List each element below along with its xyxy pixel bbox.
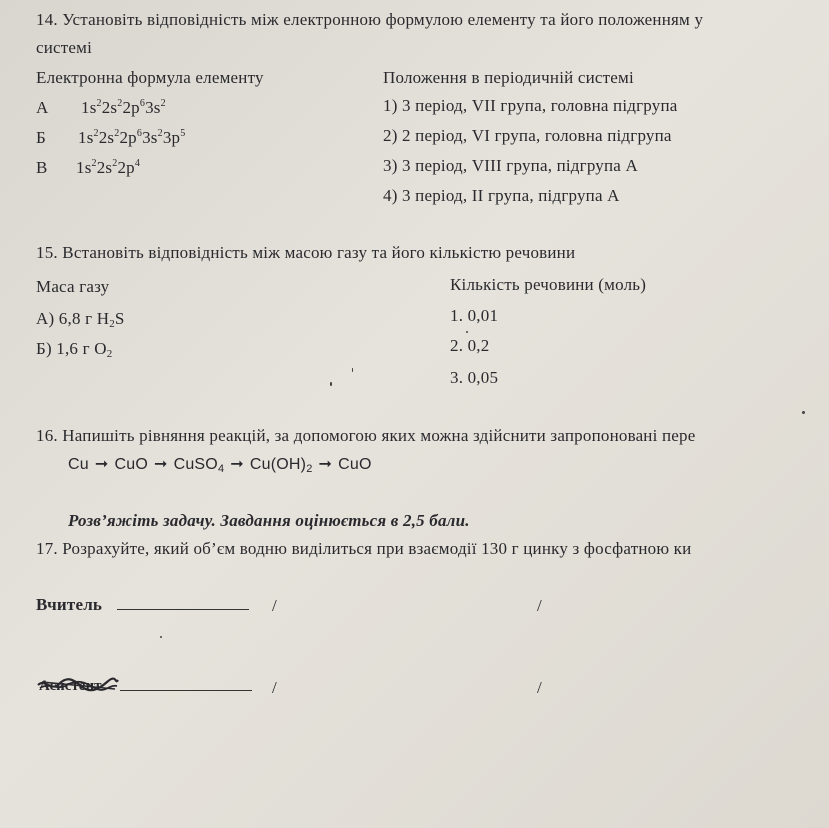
formula-letter: А [36,98,49,117]
q15-amount-3: 3. 0,05 [450,368,499,387]
formula-letter: В [36,158,48,177]
arrow-right-icon: ➞ [153,456,168,473]
q14-position-2: 2) 2 період, VI група, головна підгрупа [383,126,672,145]
q17-title: 17. Розрахуйте, який об’єм водню виділиться при взаємодії 130 г цинку з фосфатною ки [36,539,692,558]
q14-position-1: 1) 3 період, VII група, головна підгрупа [383,96,678,115]
chain-substance-3: CuSO$_4$ [173,456,225,475]
q14-title-line2: системі [36,38,93,57]
q15-mass-a: А) 6,8 г $H_2S$ [36,309,125,330]
q14-left-header: Електронна формула елементу [36,68,264,87]
task-note: Розв’яжіть задачу. Завдання оцінюється в 2,5 бали. [68,511,470,530]
paper-speck [160,636,162,638]
formula-letter: Б [36,128,46,147]
chain-substance-2: CuO [114,456,148,473]
teacher-slash-2: / [537,596,542,615]
svg-text:Асистент: Асистент [39,678,102,694]
q15-title: 15. Встановіть відповідність між масою газу та його кількістю речовини [36,243,576,262]
q14-formula-c: В $1s^22s^22p^4$ [36,158,141,177]
paper-speck [802,411,805,414]
paper-speck [330,382,332,386]
teacher-signature-blank [117,595,249,610]
q15-amount-1: 1. 0,01 [450,306,499,325]
chain-substance-1: Cu [68,456,89,473]
arrow-right-icon: ➞ [230,456,244,473]
assistant-label-scribble [37,676,119,694]
chain-substance-4: $Cu(OH)_2$ [249,456,313,475]
q15-left-header: Маса газу [36,277,110,296]
q14-right-header: Положення в періодичній системі [383,68,634,87]
teacher-label: Вчитель [36,595,103,614]
assistant-slash-1: / [272,678,277,697]
chain-substance-5: CuO [338,456,372,473]
paper-speck [466,331,468,333]
arrow-right-icon: ➞ [318,456,333,473]
q16-reaction-chain [68,454,372,474]
paper-speck [352,368,353,372]
q14-formula-b: Б $1s^22s^22p^63s^23p^5$ [36,128,186,147]
q14-formula-a: А $1s^22s^22p^63s^2$ [36,98,166,117]
arrow-right-icon: ➞ [94,456,109,473]
q14-position-4: 4) 3 період, II група, підгрупа А [383,186,620,205]
q16-title: 16. Напишіть рівняння реакцій, за допомогою яких можна здійснити запропоновані пере [36,426,696,445]
q14-position-3: 3) 3 період, VIII група, підгрупа А [383,156,638,175]
assistant-signature-line [120,676,252,696]
assistant-signature-blank [120,676,252,691]
teacher-signature-line [36,595,249,615]
q15-amount-2: 2. 0,2 [450,336,490,355]
assistant-slash-2: / [537,678,542,697]
q14-title-line1: 14. Установіть відповідність між електронною формулою елементу та його положенням у [36,10,704,29]
q15-right-header: Кількість речовини (моль) [450,275,647,294]
q15-mass-b: Б) 1,6 г $O_2$ [36,339,113,360]
teacher-slash-1: / [272,596,277,615]
